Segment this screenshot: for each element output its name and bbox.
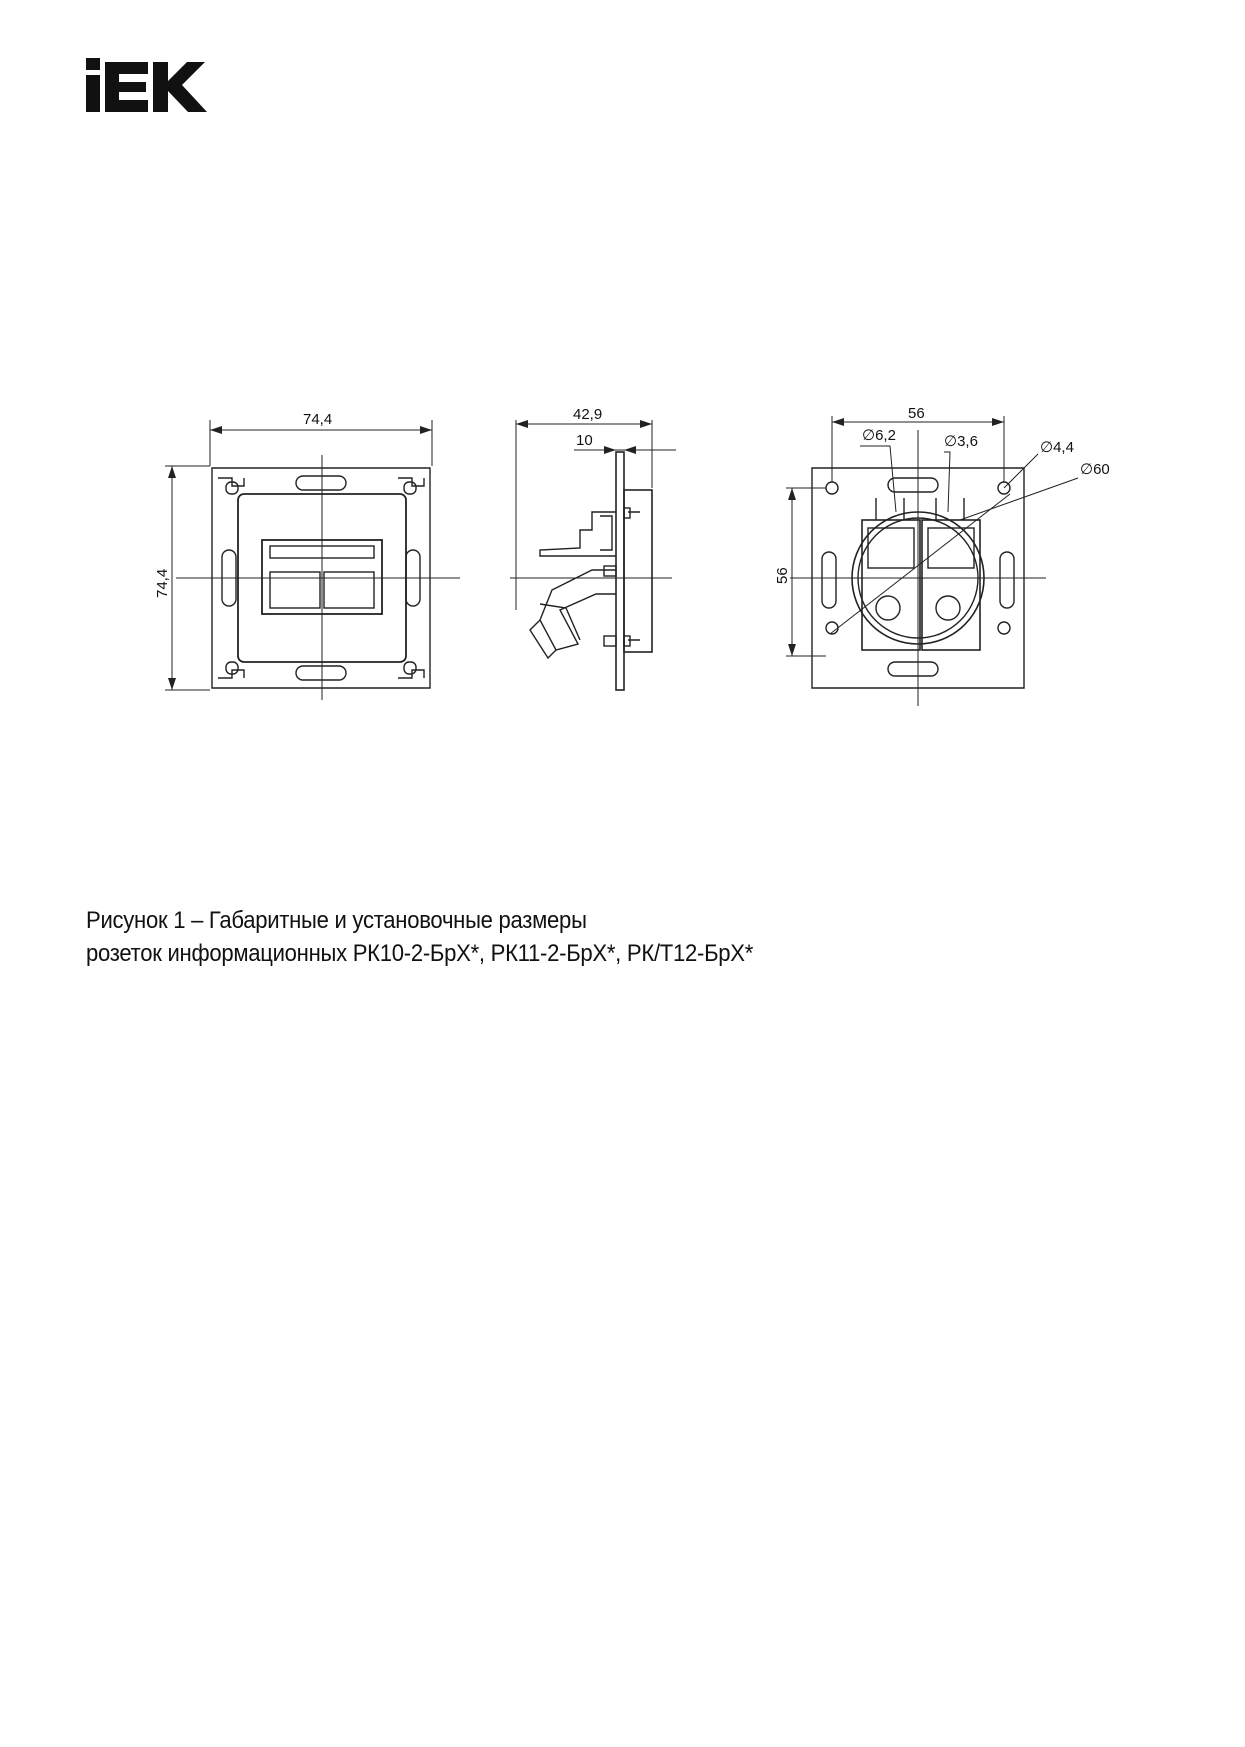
side-view xyxy=(450,420,676,690)
diameter-6-2-label: ∅6,2 xyxy=(862,427,896,444)
diameter-4-4-label: ∅4,4 xyxy=(1040,439,1074,456)
rear-hole-spacing-h-label: 56 xyxy=(908,405,925,422)
front-height-label: 74,4 xyxy=(154,568,171,598)
side-depth-label: 42,9 xyxy=(573,406,603,423)
rear-view xyxy=(786,416,1078,706)
diameter-60-label: ∅60 xyxy=(1080,461,1110,478)
caption-line-1: Рисунок 1 – Габаритные и установочные размеры xyxy=(86,907,587,934)
front-view xyxy=(165,420,456,700)
side-frame-label: 10 xyxy=(576,432,593,449)
figure-caption xyxy=(86,904,753,970)
diameter-3-6-label: ∅3,6 xyxy=(944,433,978,450)
rear-hole-spacing-v-label: 56 xyxy=(774,567,791,584)
front-width-label: 74,4 xyxy=(303,411,333,428)
caption-line-2: розеток информационных РК10-2-БрХ*, РК11-2-БрХ*, РК/Т12-БрХ* xyxy=(86,940,754,967)
